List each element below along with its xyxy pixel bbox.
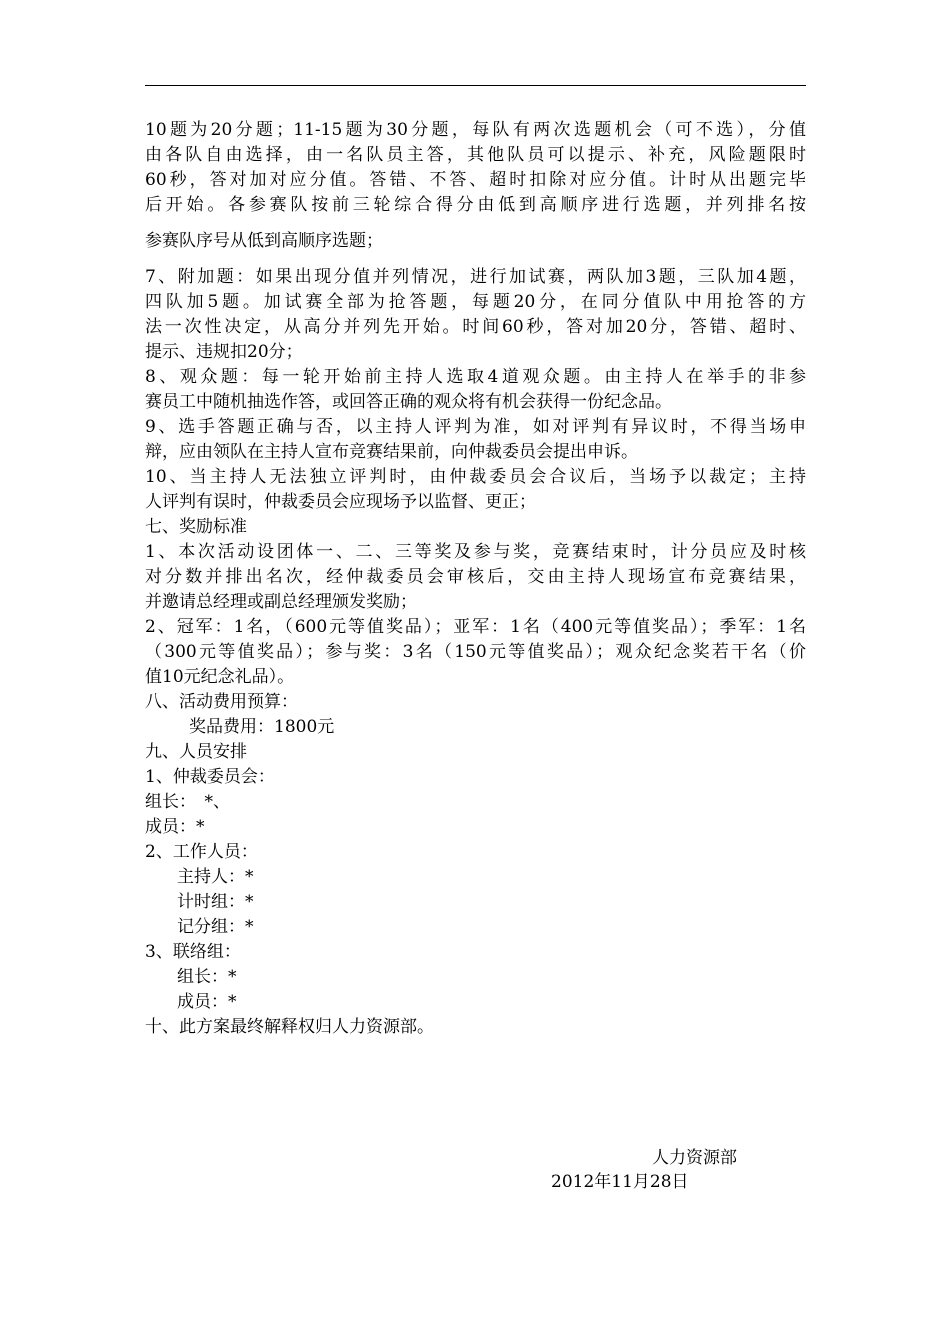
staff-timekeeping: 计时组：* [177,892,254,912]
staff-liaison-heading: 3、联络组： [145,942,241,962]
award-1-line-1: 1、本次活动设团体一、二、三等奖及参与奖，竞赛结束时，计分员应及时核 [145,542,806,562]
section-8-heading: 八、活动费用预算： [145,692,298,712]
item-7-line-1: 7、附加题：如果出现分值并列情况，进行加试赛，两队加3题，三队加4题， [145,267,806,287]
para-rule-line-5: 参赛队序号从低到高顺序选题； [145,231,383,251]
item-7-line-4: 提示、违规扣20分； [145,342,303,362]
staff-host: 主持人：* [177,867,254,887]
item-8-line-1: 8、观众题：每一轮开始前主持人选取4道观众题。由主持人在举手的非参 [145,367,806,387]
staff-arbitration-members: 成员：* [145,817,205,837]
para-rule-line-4: 后开始。各参赛队按前三轮综合得分由低到高顺序进行选题，并列排名按 [145,195,806,215]
document-body [145,118,806,1040]
award-2-line-3: 值10元纪念礼品）。 [145,667,295,687]
staff-workers-heading: 2、工作人员： [145,842,258,862]
award-1-line-2: 对分数并排出名次，经仲裁委员会审核后，交由主持人现场宣布竞赛结果， [145,567,806,587]
item-10-line-2: 人评判有误时，仲裁委员会应现场予以监督、更正； [145,492,536,512]
signature-date: 2012年11月28日 [551,1172,689,1192]
budget-prize-cost: 奖品费用：1800元 [189,717,335,737]
staff-scoring: 记分组：* [177,917,254,937]
staff-arbitration-heading: 1、仲裁委员会： [145,767,275,787]
para-rule-line-1: 10题为20分题；11-15题为30分题，每队有两次选题机会（可不选），分值 [145,120,806,140]
item-9-line-1: 9、选手答题正确与否，以主持人评判为准，如对评判有异议时，不得当场申 [145,417,806,437]
para-rule-line-3: 60秒，答对加对应分值。答错、不答、超时扣除对应分值。计时从出题完毕 [145,170,806,190]
staff-liaison-leader: 组长：* [177,967,237,987]
award-1-line-3: 并邀请总经理或副总经理颁发奖励； [145,592,417,612]
item-8-line-2: 赛员工中随机抽选作答，或回答正确的观众将有机会获得一份纪念品。 [145,392,672,412]
header-rule [145,85,806,86]
item-10-line-1: 10、当主持人无法独立评判时，由仲裁委员会合议后，当场予以裁定；主持 [145,467,806,487]
award-2-line-2: （300元等值奖品）；参与奖：3名（150元等值奖品）；观众纪念奖若干名（价 [145,642,806,662]
staff-liaison-members: 成员：* [177,992,237,1012]
item-7-line-2: 四队加5题。加试赛全部为抢答题，每题20分，在同分值队中用抢答的方 [145,292,806,312]
item-7-line-3: 法一次性决定，从高分并列先开始。时间60秒，答对加20分，答错、超时、 [145,317,806,337]
section-9-heading: 九、人员安排 [145,742,247,762]
staff-arbitration-leader: 组长： *、 [145,792,230,812]
para-rule-line-2: 由各队自由选择，由一名队员主答，其他队员可以提示、补充，风险题限时 [145,145,806,165]
section-10-final-clause: 十、此方案最终解释权归人力资源部。 [145,1017,434,1037]
award-2-line-1: 2、冠军：1名，（600元等值奖品）；亚军：1名（400元等值奖品）；季军：1名 [145,617,806,637]
item-9-line-2: 辩，应由领队在主持人宣布竞赛结果前，向仲裁委员会提出申诉。 [145,442,638,462]
signature-department: 人力资源部 [652,1148,737,1168]
section-7-heading: 七、奖励标准 [145,517,247,537]
